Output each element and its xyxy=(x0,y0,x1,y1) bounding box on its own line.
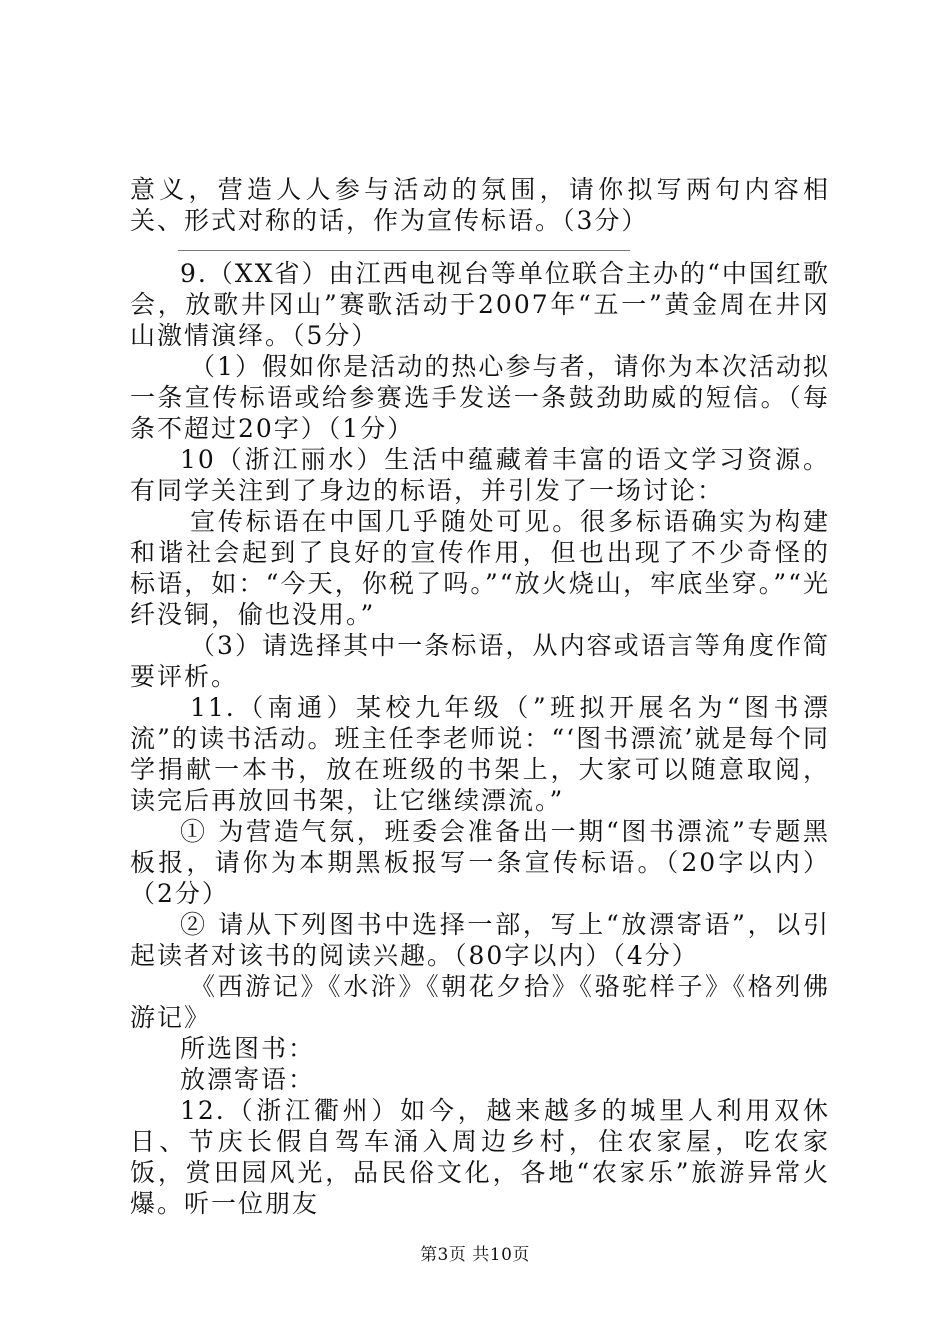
question-11-part-2: ② 请从下列图书中选择一部，写上“放漂寄语”，以引起读者对该书的阅读兴趣。（80字以内）（4分） xyxy=(130,910,830,970)
page-footer xyxy=(0,1240,950,1265)
question-10: 10（浙江丽水）生活中蕴藏着丰富的语文学习资源。有同学关注到了身边的标语，并引发了一场讨论： xyxy=(130,445,830,505)
question-11-chosen-book: 所选图书： xyxy=(180,1034,316,1063)
answer-blank-line xyxy=(178,250,630,251)
paragraph-continued: 意义，营造人人参与活动的氛围，请你拟写两句内容相关、形式对称的话，作为宣传标语。（3分） xyxy=(130,175,830,235)
document-body xyxy=(130,174,830,1219)
question-11-book-list: 《西游记》《水浒》《朝花夕拾》《骆驼样子》《格列佛游记》 xyxy=(130,972,830,1032)
question-9-part-1: （1）假如你是活动的热心参与者，请你为本次活动拟一条宣传标语或给参赛选手发送一条鼓劲助威的短信。（每条不超过20字）（1分） xyxy=(130,352,830,443)
question-11-message: 放漂寄语： xyxy=(180,1065,316,1094)
page-number: 第3页 共10页 xyxy=(420,1245,530,1265)
question-10-text: 宣传标语在中国几乎随处可见。很多标语确实为构建和谐社会起到了良好的宣传作用，但也出现了不少奇怪的标语，如：“今天，你税了吗。”“放火烧山，牢底坐穿。”“光纤没铜，偷也没用。” xyxy=(130,507,830,629)
question-10-part-3: （3）请选择其中一条标语，从内容或语言等角度作简要评析。 xyxy=(130,631,830,691)
question-11: 11.（南通）某校九年级（”班拟开展名为“图书漂流”的读书活动。班主任李老师说：“‘图书漂流’就是每个同学捐献一本书，放在班级的书架上，大家可以随意取阅，读完后再放回书架，让它继续漂流。” xyxy=(130,693,830,815)
question-12: 12.（浙江衢州）如今，越来越多的城里人利用双休日、节庆长假自驾车涌入周边乡村，住农家屋，吃农家饭，赏田园风光，品民俗文化，各地“农家乐”旅游异常火爆。听一位朋友 xyxy=(130,1096,830,1218)
question-9: 9.（XX省）由江西电视台等单位联合主办的“中国红歌会，放歌井冈山”赛歌活动于2007年“五一”黄金周在井冈山激情演绎。（5分） xyxy=(130,259,830,350)
question-11-part-1: ① 为营造气氛，班委会准备出一期“图书漂流”专题黑板报，请你为本期黑板报写一条宣传标语。（20字以内）（2分） xyxy=(130,817,830,908)
